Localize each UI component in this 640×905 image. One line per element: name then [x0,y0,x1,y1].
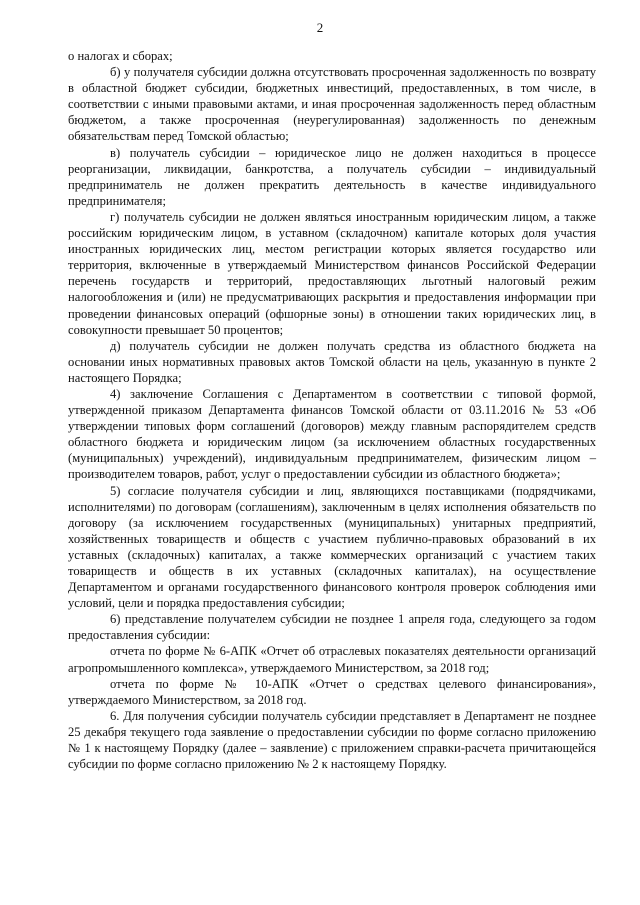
paragraph-8: 6) представление получателем субсидии не позднее 1 апреля года, следующего за годом предоставления субсидии: [68,612,596,643]
document-body [68,48,596,772]
paragraph-7: 5) согласие получателя субсидии и лиц, являющихся поставщиками (подрядчиками, исполнителями) по договорам (соглашениям), заключенным в целях исполнения обязательств по договору (за исключением государственных (муниципальных) унитарных предприятий, хозяйственных товариществ и обществ с участием публично-правовых образований в их уставных (складочных) капиталах, а также коммерческих организаций с участием таких товариществ и обществ в их уставных (складочных капиталах), на осуществление Департаментом и органами государственного финансового контроля проверок соблюдения ими условий, цели и порядка предоставления субсидии; [68,483,596,611]
paragraph-6: 4) заключение Соглашения с Департаментом в соответствии с типовой формой, утвержденной приказом Департамента финансов Томской области от 03.11.2016 № 53 «Об утверждении типовых форм соглашений (договоров) между главным распорядителем средств областного бюджета и юридическим лицом (за исключением областных государственных (муниципальных) учреждений), индивидуальным предпринимателем, физическим лицом – производителем товаров, работ, услуг о предоставлении субсидии из областного бюджета»; [68,386,596,482]
paragraph-11: 6. Для получения субсидии получатель субсидии представляет в Департамент не позднее 25 декабря текущего года заявление о предоставлении субсидии по форме согласно приложению № 1 к настоящему Порядку (далее – заявление) с приложением справки-расчета причитающейся субсидии по форме согласно приложению № 2 к настоящему Порядку. [68,708,596,772]
paragraph-2: б) у получателя субсидии должна отсутствовать просроченная задолженность по возврату в областной бюджет субсидии, бюджетных инвестиций, предоставленных, в том числе, в соответствии с иными правовыми актами, и иная просроченная задолженность перед областным бюджетом, а также просроченная (неурегулированная) задолженность по денежным обязательствам перед Томской областью; [68,65,596,144]
page-number: 2 [316,20,324,35]
paragraph-1: о налогах и сборах; [68,49,173,63]
paragraph-5: д) получатель субсидии не должен получать средства из областного бюджета на основании иных нормативных правовых актов Томской области на цель, указанную в пункте 2 настоящего Порядка; [68,338,596,385]
paragraph-9: отчета по форме № 6-АПК «Отчет об отраслевых показателях деятельности организаций агропромышленного комплекса», утверждаемого Министерством, за 2018 год; [68,644,596,675]
paragraph-10: отчета по форме № 10-АПК «Отчет о средствах целевого финансирования», утверждаемого Министерством, за 2018 год. [68,676,596,707]
paragraph-4: г) получатель субсидии не должен являться иностранным юридическим лицом, а также российским юридическим лицом, в уставном (складочном) капитале которых доля участия иностранных юридических лиц, местом регистрации которых является государство или территория, включенные в утверждаемый Министерством финансов Российской Федерации перечень государств и территорий, предоставляющих льготный налоговый режим налогообложения и (или) не предусматривающих раскрытия и предоставления информации при проведении финансовых операций (офшорные зоны) в отношении таких юридических лиц, в совокупности превышает 50 процентов; [68,209,596,337]
paragraph-3: в) получатель субсидии – юридическое лицо не должен находиться в процессе реорганизации, ликвидации, банкротства, а получатель субсидии – индивидуальный предприниматель не должен прекратить деятельность в качестве индивидуального предпринимателя; [68,145,596,208]
